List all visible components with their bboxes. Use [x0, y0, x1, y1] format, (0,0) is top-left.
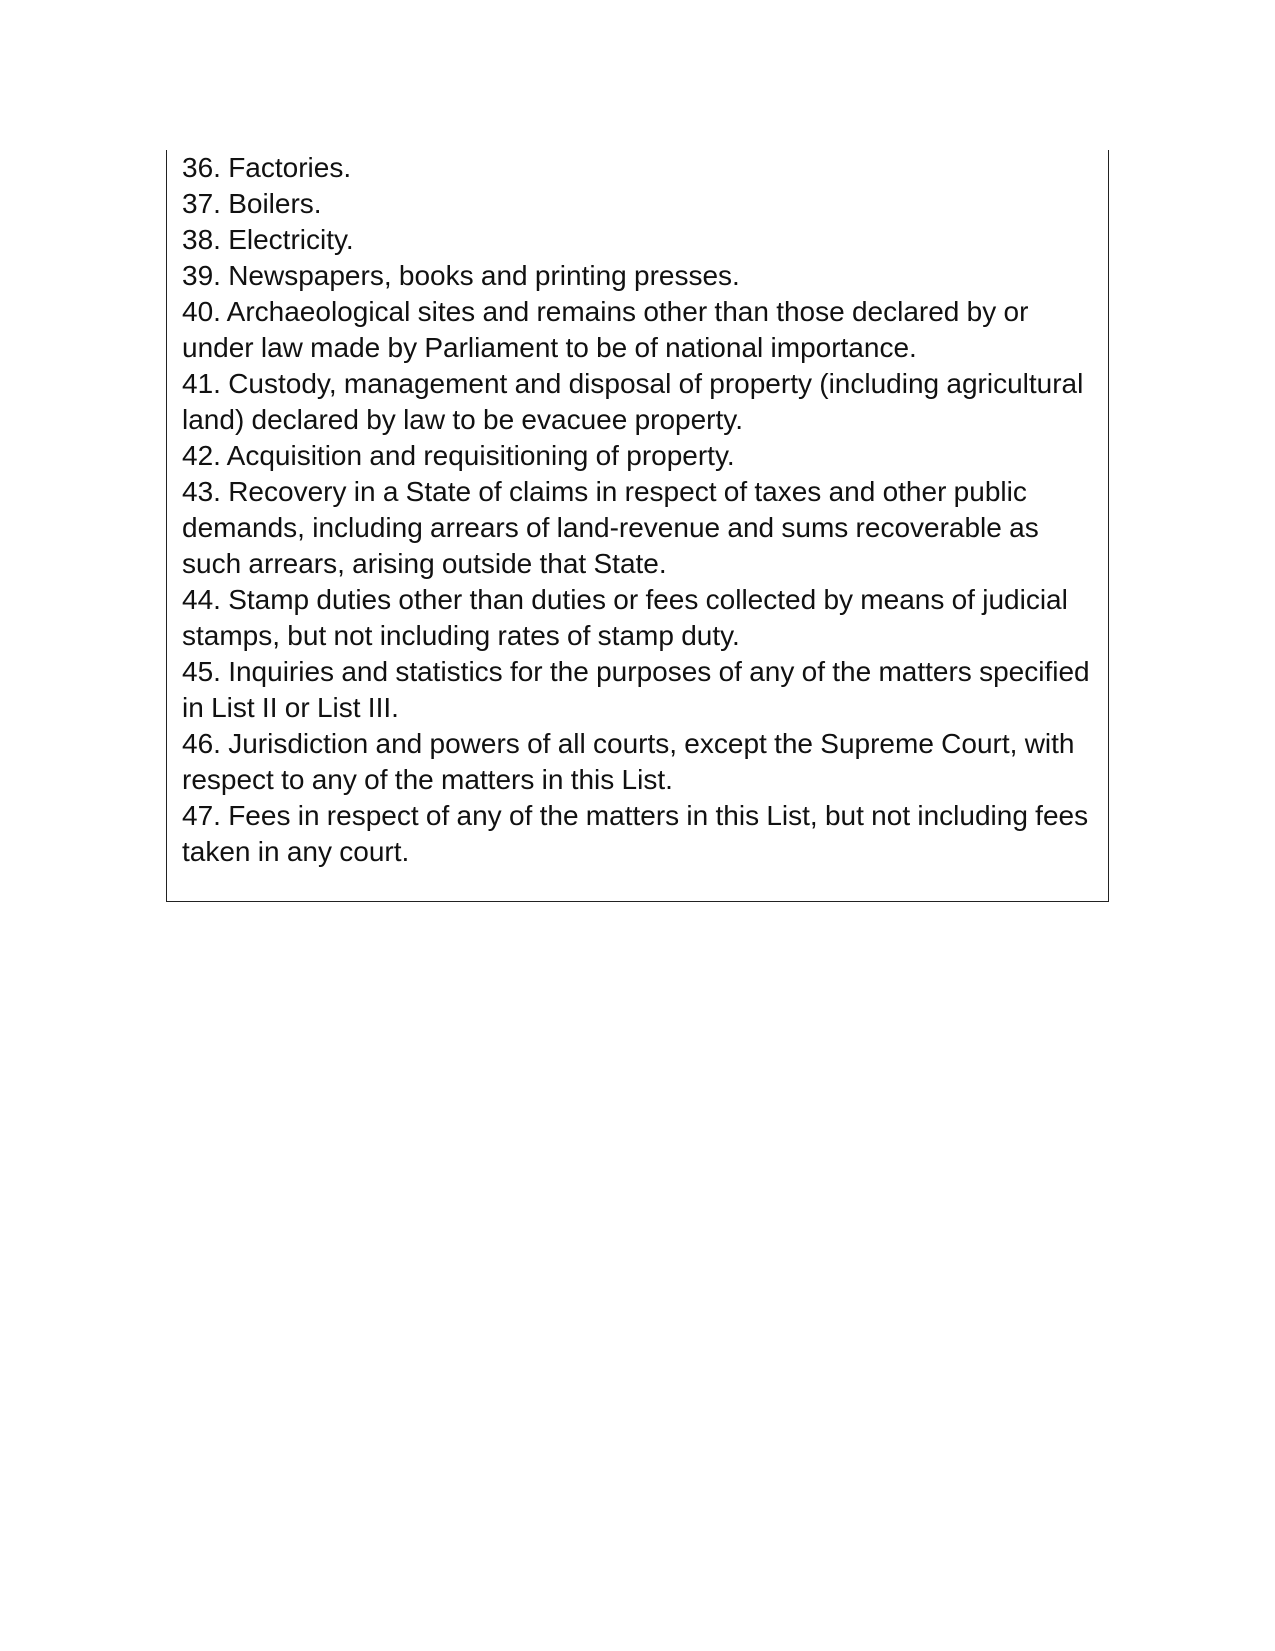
list-item-38: 38. Electricity.: [182, 224, 354, 255]
list-item-44: 44. Stamp duties other than duties or fees collected by means of judicial stamps, but not including rates of stamp duty.: [182, 584, 1068, 651]
list-item-42: 42. Acquisition and requisitioning of property.: [182, 440, 735, 471]
list-item-37: 37. Boilers.: [182, 188, 322, 219]
list-item-36: 36. Factories.: [182, 152, 352, 183]
list-item-39: 39. Newspapers, books and printing presses.: [182, 260, 740, 291]
list-item-40: 40. Archaeological sites and remains other than those declared by or under law made by Parliament to be of national importance.: [182, 296, 1029, 363]
list-item-46: 46. Jurisdiction and powers of all courts, except the Supreme Court, with respect to any of the matters in this List.: [182, 728, 1075, 795]
list-item-41: 41. Custody, management and disposal of property (including agricultural land) declared by law to be evacuee property.: [182, 368, 1084, 435]
list-table-cell: [166, 150, 1109, 902]
list-item-47: 47. Fees in respect of any of the matters in this List, but not including fees taken in any court.: [182, 800, 1089, 867]
list-item-45: 45. Inquiries and statistics for the purposes of any of the matters specified in List II or List III.: [182, 656, 1090, 723]
list-item-43: 43. Recovery in a State of claims in respect of taxes and other public demands, including arrears of land-revenue and sums recoverable as such arrears, arising outside that State.: [182, 476, 1039, 579]
entry-list: [182, 150, 1097, 870]
